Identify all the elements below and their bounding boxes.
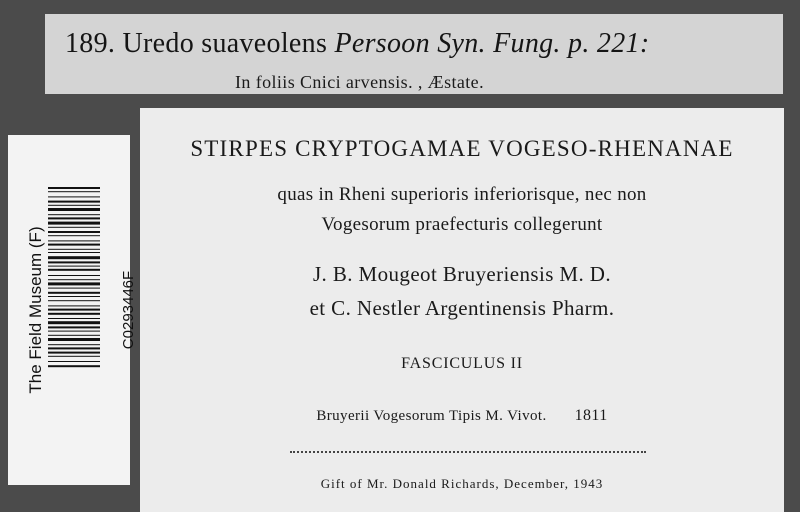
habitat-line: In foliis Cnici arvensis. , Æstate. — [235, 72, 484, 92]
barcode-bar — [48, 288, 100, 289]
barcode-bar — [48, 335, 100, 336]
barcode-bar — [48, 205, 100, 206]
printer-text: Bruyerii Vogesorum Tipis M. Vivot. — [316, 408, 547, 424]
printer-line — [140, 407, 784, 425]
barcode-bar — [48, 296, 100, 297]
barcode-bar — [48, 344, 100, 345]
series-title: STIRPES CRYPTOGAMAE VOGESO-RHENANAE — [190, 136, 734, 161]
barcode-bar — [48, 217, 100, 219]
series-subtitle-line1: quas in Rheni superioris inferiorisque, nec non — [277, 184, 647, 205]
barcode-bar — [48, 318, 100, 319]
barcode-bar — [48, 227, 100, 228]
barcode-graphic — [48, 187, 100, 437]
barcode-bar — [48, 331, 100, 332]
dotted-divider — [290, 451, 646, 453]
barcode-bar — [48, 231, 100, 233]
barcode-bar — [48, 282, 100, 285]
barcode-bar — [48, 275, 100, 276]
barcode-bar — [48, 338, 100, 341]
barcode-bar — [48, 261, 100, 263]
printer-year: 1811 — [574, 407, 608, 424]
barcode-bar — [48, 279, 100, 280]
species-label — [45, 14, 783, 94]
barcode-bar — [48, 235, 100, 236]
barcode-bar — [48, 252, 100, 253]
barcode-bar — [48, 356, 100, 357]
barcode-bar — [48, 321, 100, 324]
catalog-number: C0293446F — [120, 270, 137, 350]
species-authority: Persoon Syn. Fung. p. 221: — [334, 28, 650, 59]
species-name: Uredo suaveolens — [122, 28, 328, 59]
institution-text: The Field Museum (F) — [26, 226, 45, 394]
barcode-bar — [48, 214, 100, 215]
barcode-bar — [48, 300, 100, 301]
barcode-bar — [48, 309, 100, 311]
barcode-bar — [48, 347, 100, 349]
barcode-bar — [48, 361, 100, 362]
barcode-bar — [48, 365, 100, 367]
fascicle-heading: FASCICULUS II — [401, 355, 523, 372]
series-subtitle-line2: Vogesorum praefecturis collegerunt — [321, 214, 603, 235]
barcode-bar — [48, 266, 100, 267]
barcode-bar — [48, 187, 100, 189]
barcode-bar — [48, 240, 100, 241]
barcode-label — [8, 135, 137, 485]
exsiccata-label — [140, 108, 784, 512]
collector-line2: et C. Nestler Argentinensis Pharm. — [309, 296, 615, 320]
barcode-bar — [48, 208, 100, 211]
specimen-number: 189. — [65, 28, 116, 59]
barcode-bar — [48, 244, 100, 246]
barcode-bar — [48, 256, 100, 259]
barcode-bar — [48, 222, 100, 225]
barcode-bar — [48, 305, 100, 306]
barcode-bar — [48, 191, 100, 192]
barcode-bar — [48, 352, 100, 354]
barcode-bar — [48, 196, 100, 197]
collector-line1: J. B. Mougeot Bruyeriensis M. D. — [312, 262, 612, 286]
species-line — [65, 28, 649, 60]
gift-note: Gift of Mr. Donald Richards, December, 1943 — [320, 476, 604, 491]
barcode-bar — [48, 269, 100, 271]
barcode-bar — [48, 201, 100, 203]
barcode-bar — [48, 249, 100, 250]
barcode-bar — [48, 313, 100, 315]
barcode-bar — [48, 326, 100, 328]
barcode-bar — [48, 292, 100, 294]
